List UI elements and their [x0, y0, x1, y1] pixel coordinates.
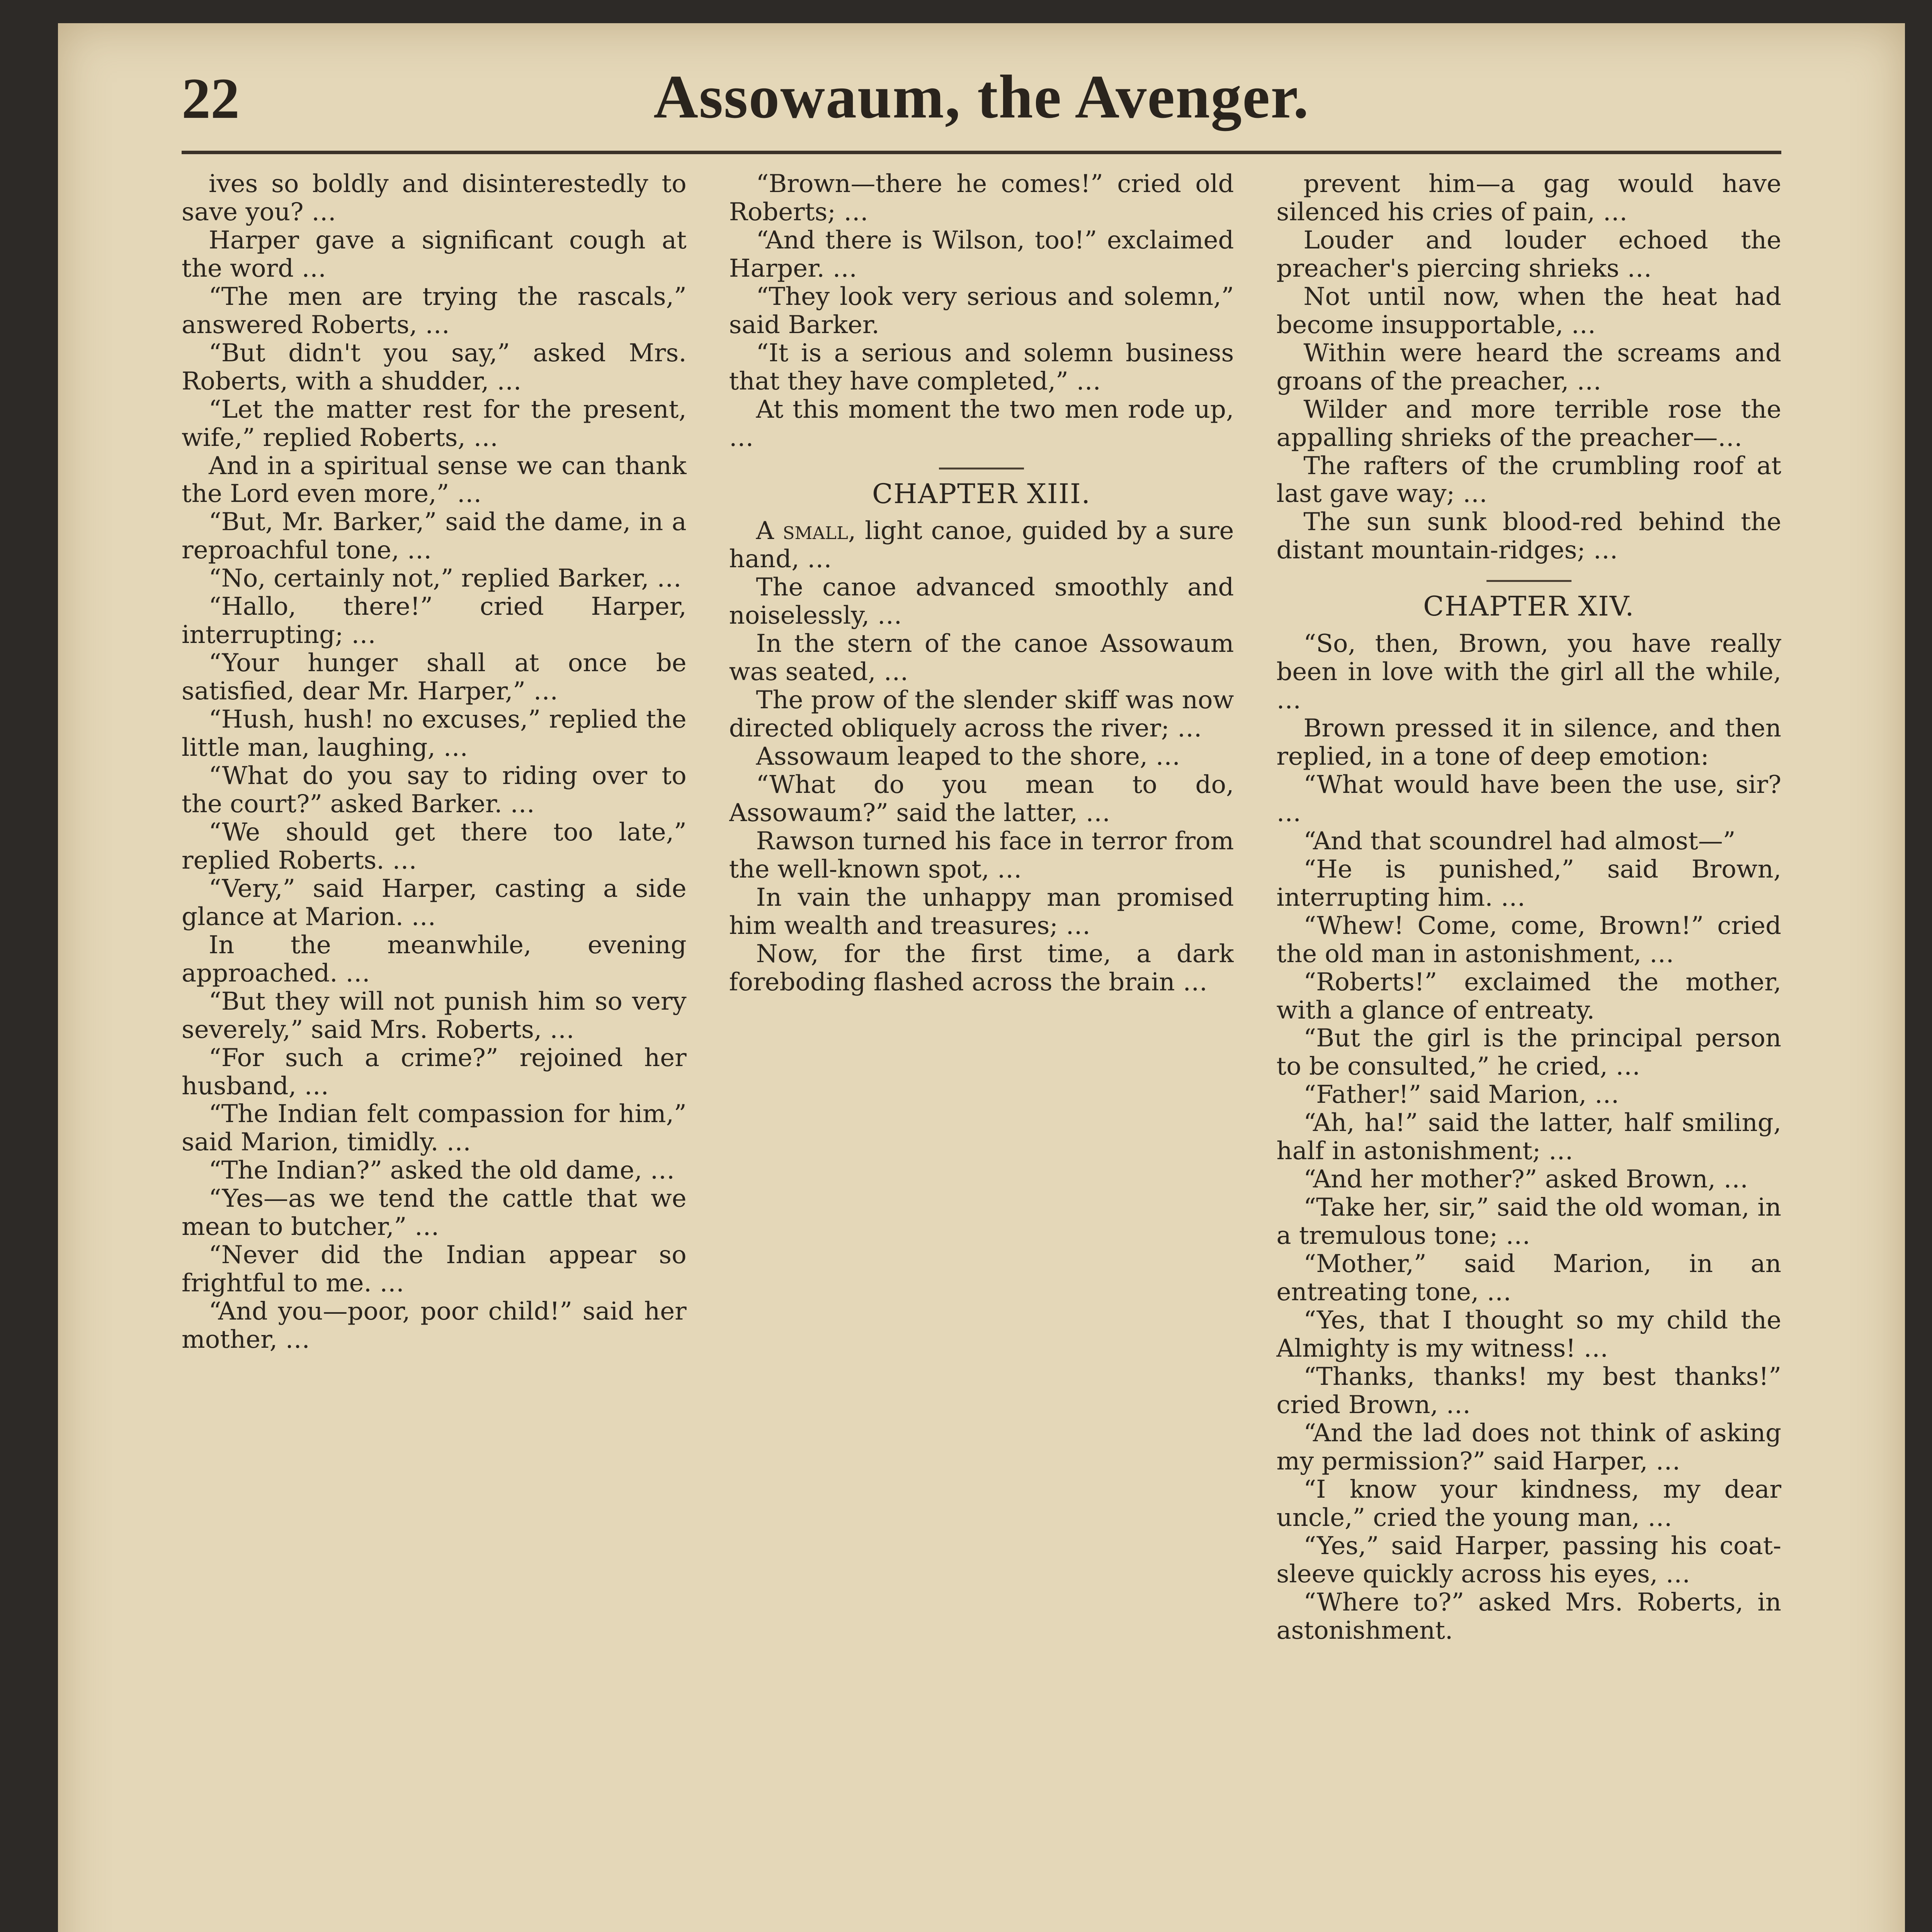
paragraph: “And that scoundrel had almost—”	[1303, 827, 1736, 855]
paragraph: In the meanwhile, evening approached. …	[182, 930, 687, 988]
chapter-heading: CHAPTER XIII.	[729, 468, 1234, 510]
paragraph: “Roberts!” exclaimed the mother, with a glance of entreaty.	[1276, 968, 1782, 1025]
paragraph: “Hush, hush! no excuses,” replied the little man, laughing, …	[182, 705, 687, 762]
paragraph: “The men are trying the rascals,” answered Roberts, …	[182, 282, 687, 339]
paragraph: And in a spiritual sense we can thank the Lord even more,” …	[182, 451, 687, 509]
paragraph: “I know your kindness, my dear uncle,” cried the young man, …	[1276, 1475, 1782, 1532]
paragraph: “The Indian felt compassion for him,” said Marion, timidly. …	[182, 1100, 687, 1157]
paragraph: “Whew! Come, come, Brown!” cried the old man in astonishment, …	[1276, 911, 1782, 968]
paragraph: At this moment the two men rode up, …	[729, 395, 1234, 452]
chapter-heading: CHAPTER XIV.	[1276, 580, 1781, 622]
paragraph: Rawson turned his face in terror from the well-known spot, …	[729, 827, 1234, 884]
paragraph: “What do you mean to do, Assowaum?” said the latter, …	[729, 770, 1234, 827]
paragraph: Assowaum leaped to the shore, …	[756, 742, 1180, 771]
paragraph: “Yes, that I thought so my child the Almighty is my witness! …	[1276, 1306, 1782, 1363]
column-1	[182, 170, 687, 1932]
paragraph	[729, 517, 1234, 573]
paragraph: “Mother,” said Marion, in an entreating tone, …	[1276, 1250, 1782, 1307]
paragraph: “And the lad does not think of asking my permission?” said Harper, …	[1276, 1418, 1782, 1476]
paragraph: “But didn't you say,” asked Mrs. Roberts, with a shudder, …	[182, 338, 687, 396]
paragraph: “We should get there too late,” replied Roberts. …	[182, 818, 687, 875]
paragraph: “But, Mr. Barker,” said the dame, in a reproachful tone, …	[182, 508, 687, 565]
paragraph: “It is a serious and solemn business that they have completed,” …	[729, 338, 1234, 396]
paragraph: “He is punished,” said Brown, interrupting him. …	[1276, 855, 1782, 912]
paragraph: In the stern of the canoe Assowaum was seated, …	[729, 629, 1234, 687]
paragraph: “Where to?” asked Mrs. Roberts, in astonishment.	[1276, 1588, 1782, 1645]
paragraph: “Father!” said Marion, …	[1303, 1080, 1619, 1109]
paragraph: Harper gave a significant cough at the word …	[182, 226, 687, 283]
column-3	[1276, 170, 1781, 1932]
page-number: 22	[182, 66, 240, 131]
paragraph: Now, for the first time, a dark foreboding flashed across the brain …	[729, 939, 1234, 997]
paragraph: The canoe advanced smoothly and noiselessly, …	[729, 573, 1234, 630]
running-title: Assowaum, the Avenger.	[653, 62, 1310, 131]
text-columns	[182, 170, 1781, 1932]
paragraph: The rafters of the crumbling roof at last gave way; …	[1276, 451, 1782, 509]
paragraph: In vain the unhappy man promised him wealth and treasures; …	[729, 883, 1234, 940]
paragraph: “Take her, sir,” said the old woman, in a tremulous tone; …	[1276, 1193, 1782, 1250]
paragraph: “And her mother?” asked Brown, …	[1303, 1165, 1748, 1194]
paragraph-text: light canoe, guided by a sure hand, …	[729, 517, 1234, 574]
paragraph: “Thanks, thanks! my best thanks!” cried Brown, …	[1276, 1362, 1782, 1419]
paragraph: “Hallo, there!” cried Harper, interrupting; …	[182, 592, 687, 650]
column-2	[729, 170, 1234, 1932]
paragraph: “Your hunger shall at once be satisfied, dear Mr. Harper,” …	[182, 649, 687, 706]
paragraph: Brown pressed it in silence, and then replied, in a tone of deep emotion:	[1276, 714, 1782, 771]
paragraph: “But the girl is the principal person to be consulted,” he cried, …	[1276, 1024, 1782, 1081]
paragraph: prevent him—a gag would have silenced his cries of pain, …	[1276, 170, 1782, 226]
paragraph: “Ah, ha!” said the latter, half smiling, half in astonishment; …	[1276, 1109, 1782, 1166]
paragraph: Wilder and more terrible rose the appalling shrieks of the preacher—…	[1276, 395, 1782, 452]
paragraph: “Brown—there he comes!” cried old Roberts; …	[729, 170, 1234, 226]
paragraph: “So, then, Brown, you have really been in love with the girl all the while, …	[1276, 629, 1782, 715]
paragraph: “The Indian?” asked the old dame, …	[209, 1156, 675, 1185]
paragraph: “Very,” said Harper, casting a side glance at Marion. …	[182, 874, 687, 931]
paragraph: “And there is Wilson, too!” exclaimed Harper. …	[729, 226, 1234, 283]
page-header	[58, 50, 1905, 139]
paragraph: “What do you say to riding over to the court?” asked Barker. …	[182, 762, 687, 818]
header-rule	[182, 151, 1781, 154]
paragraph: “Yes,” said Harper, passing his coat-sleeve quickly across his eyes, …	[1276, 1531, 1782, 1588]
paragraph: “They look very serious and solemn,” said Barker.	[729, 282, 1234, 339]
magazine-page	[58, 23, 1905, 1932]
paragraph: Louder and louder echoed the preacher's piercing shrieks …	[1276, 226, 1782, 283]
paragraph: “For such a crime?” rejoined her husband, …	[182, 1043, 687, 1100]
paragraph: Not until now, when the heat had become insupportable, …	[1276, 282, 1782, 339]
paragraph: ives so boldly and disinterestedly to save you? …	[182, 170, 687, 226]
paragraph: The sun sunk blood-red behind the distant mountain-ridges; …	[1276, 508, 1782, 565]
paragraph-lead: A small,	[756, 517, 856, 546]
paragraph: “Yes—as we tend the cattle that we mean to butcher,” …	[182, 1184, 687, 1242]
paragraph: “And you—poor, poor child!” said her mother, …	[182, 1297, 687, 1354]
paragraph: Within were heard the screams and groans of the preacher, …	[1276, 338, 1782, 396]
paragraph: “What would have been the use, sir? …	[1276, 770, 1782, 827]
paragraph: “Never did the Indian appear so frightful to me. …	[182, 1241, 687, 1298]
paragraph: “No, certainly not,” replied Barker, …	[209, 564, 682, 593]
paragraph: “But they will not punish him so very severely,” said Mrs. Roberts, …	[182, 987, 687, 1044]
paragraph: The prow of the slender skiff was now directed obliquely across the river; …	[729, 686, 1234, 743]
paragraph: “Let the matter rest for the present, wife,” replied Roberts, …	[182, 395, 687, 452]
